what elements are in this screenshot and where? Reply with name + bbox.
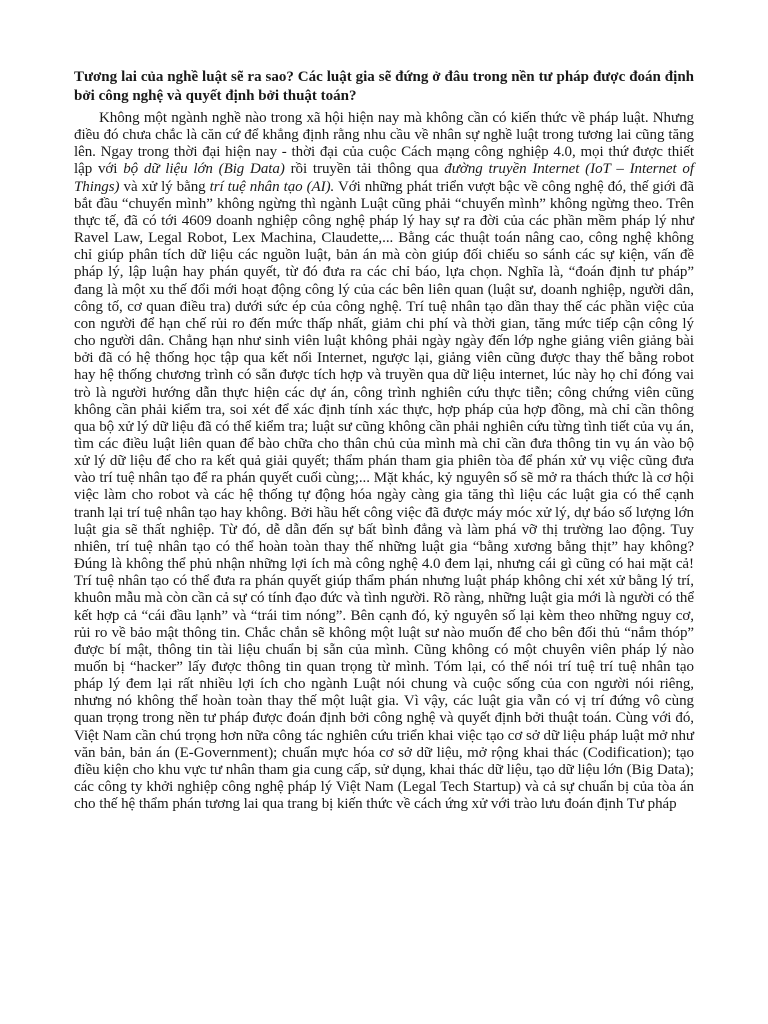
italic-ai: trí tuệ nhân tạo (AI). <box>209 178 335 195</box>
body-text-4: Với những phát triển vượt bậc về công nghệ đó, thế giới đã bắt đầu “chuyển mình” không ngừng thì ngành Luật cũng phải “chuyển mình” không ngừng theo. Trên thực tế, đã có tới 4609 doanh nghiệp công nghệ pháp lý hay sự ra đời của các phần mềm pháp lý như Ravel Law, Legal Robot, Lex Machina, Claudette,... Bằng các thuật toán nâng cao, công nghệ không chỉ giúp phân tích dữ liệu các nguồn luật, bản án mà còn giúp đối chiếu so sánh các sự kiện, vấn đề pháp lý, lập luận hay phán quyết, từ đó đưa ra các chỉ báo, lựa chọn. Nghĩa là, “đoán định tư pháp” đang là một xu thế đổi mới hoạt động công lý của các bên liên quan (luật sư, doanh nghiệp, người dân, công tố, cơ quan điều tra) dưới sức ép của công nghệ. Trí tuệ nhân tạo dần thay thế các phần việc của con người để hạn chế rủi ro đến mức thấp nhất, giảm chi phí và thời gian, tăng mức tiếp cận công lý cho người dân. Chẳng hạn như sinh viên luật không phải ngày ngày đến lớp nghe giảng viên giảng bài bởi đã có hệ thống học tập qua kết nối Internet, ngược lại, giảng viên cũng được thay thế bằng robot hay hệ thống chương trình có sẵn được tích hợp và truyền qua dữ liệu internet, lúc này họ chỉ đóng vai trò là người hướng dẫn thực hiện các dự án, công trình nghiên cứu thực tiễn; công chứng viên cũng không cần phải kiểm tra, soi xét để xác định tính xác thực, hợp pháp của hợp đồng, mà chỉ cần thông qua bộ xử lý dữ liệu đã có thể kiểm tra; luật sư cũng không cần phải nghiên cứu từng tình tiết của vụ án, tìm các điều luật liên quan để bào chữa cho thân chủ của mình mà chỉ cần đưa thông tin vụ án vào bộ xử lý dữ liệu để cho ra kết quả giải quyết; thẩm phán tham gia phiên tòa để phán xử vụ việc cũng đưa vào trí tuệ nhân tạo để ra phán quyết cuối cùng;... Mặt khác, kỷ nguyên số sẽ mở ra thách thức là cơ hội việc làm cho robot và các hệ thống tự động hóa ngày càng gia tăng thì liệu các luật gia có thể cạnh tranh lại trí tuệ nhân tạo hay không. Bởi hầu hết công việc đã được máy móc xử lý, dự báo số lượng lớn luật gia sẽ thất nghiệp. Từ đó, dễ dẫn đến sự bất bình đẳng và làm phá vỡ thị trường lao động. Tuy nhiên, trí tuệ nhân tạo có thể hoàn toàn thay thế những luật gia “bằng xương bằng thịt” hay không? Đúng là không thể phủ nhận những lợi ích mà công nghệ 4.0 đem lại, nhưng cái gì cũng có hai mặt cả! Trí tuệ nhân tạo có thể đưa ra phán quyết giúp thẩm phán nhưng luật pháp không chỉ xét xử bằng lý trí, khuôn mẫu mà còn cần cả sự có tính đạo đức và tình người. Rõ ràng, những luật gia mới là người có thể kết hợp cả “cái đầu lạnh” và “trái tim nóng”. Bên cạnh đó, kỷ nguyên số lại kèm theo những nguy cơ, rủi ro về bảo mật thông tin. Chắc chắn sẽ không một luật sư nào muốn để cho bên đối thủ “nắm thóp” được bí mật, thông tin tài liệu chuẩn bị sẵn của mình. Cũng không có một chuyên viên pháp lý nào muốn bị “hacker” lấy được thông tin quan trọng từ mình. Tóm lại, có thể nói trí tuệ trí tuệ nhân tạo pháp lý đem lại rất nhiều lợi ích cho ngành Luật nói chung và cuộc sống của con người nói riêng, nhưng nó không thể hoàn toàn thay thế một luật gia. Vì vậy, các luật gia vẫn có vị trí đứng vô cùng quan trọng trong nền tư pháp được đoán định bởi công nghệ và quyết định bởi thuật toán. Cùng với đó, Việt Nam cần chú trọng hơn nữa công tác nghiên cứu triển khai việc tạo cơ sở dữ liệu pháp luật mở như văn bản, bản án (E-Government); chuẩn mực hóa cơ sở dữ liệu, mở rộng khai thác (Codification); tạo điều kiện cho khu vực tư nhân tham gia cung cấp, sử dụng, khai thác dữ liệu, tạo dữ liệu lớn (Big Data); các công ty khởi nghiệp công nghệ pháp lý Việt Nam (Legal Tech Startup) và cả sự chuẩn bị của tòa án cho thế hệ thẩm phán tương lai qua trang bị kiến thức về cách ứng xử với trào lưu đoán định Tư pháp <box>74 178 694 813</box>
body-text-1: Không một ngành nghề nào trong xã hội hiện nay mà không cần có kiến thức về pháp luật. Nhưng điều đó chưa chắc là căn cứ để khẳng định rằng nhu cầu về nhân sự nghề luật trong tương lai cũng tăng lên. Ngay trong thời đại hiện nay - thời đại của cuộc Cách mạng công nghiệp 4.0, mọi thứ được thiết lập với <box>74 110 694 178</box>
italic-big-data: bộ dữ liệu lớn (Big Data) <box>123 161 285 178</box>
body-paragraph <box>74 110 694 813</box>
italic-iot: đường truyền Internet (IoT – Internet of Things) <box>74 161 694 195</box>
body-text-2: rồi truyền tải thông qua <box>284 161 445 178</box>
document-title: Tương lai của nghề luật sẽ ra sao? Các luật gia sẽ đứng ở đâu trong nền tư pháp được đoán định bởi công nghệ và quyết định bởi thuật toán? <box>74 69 694 104</box>
body-text-3: và xử lý bằng <box>119 178 210 195</box>
